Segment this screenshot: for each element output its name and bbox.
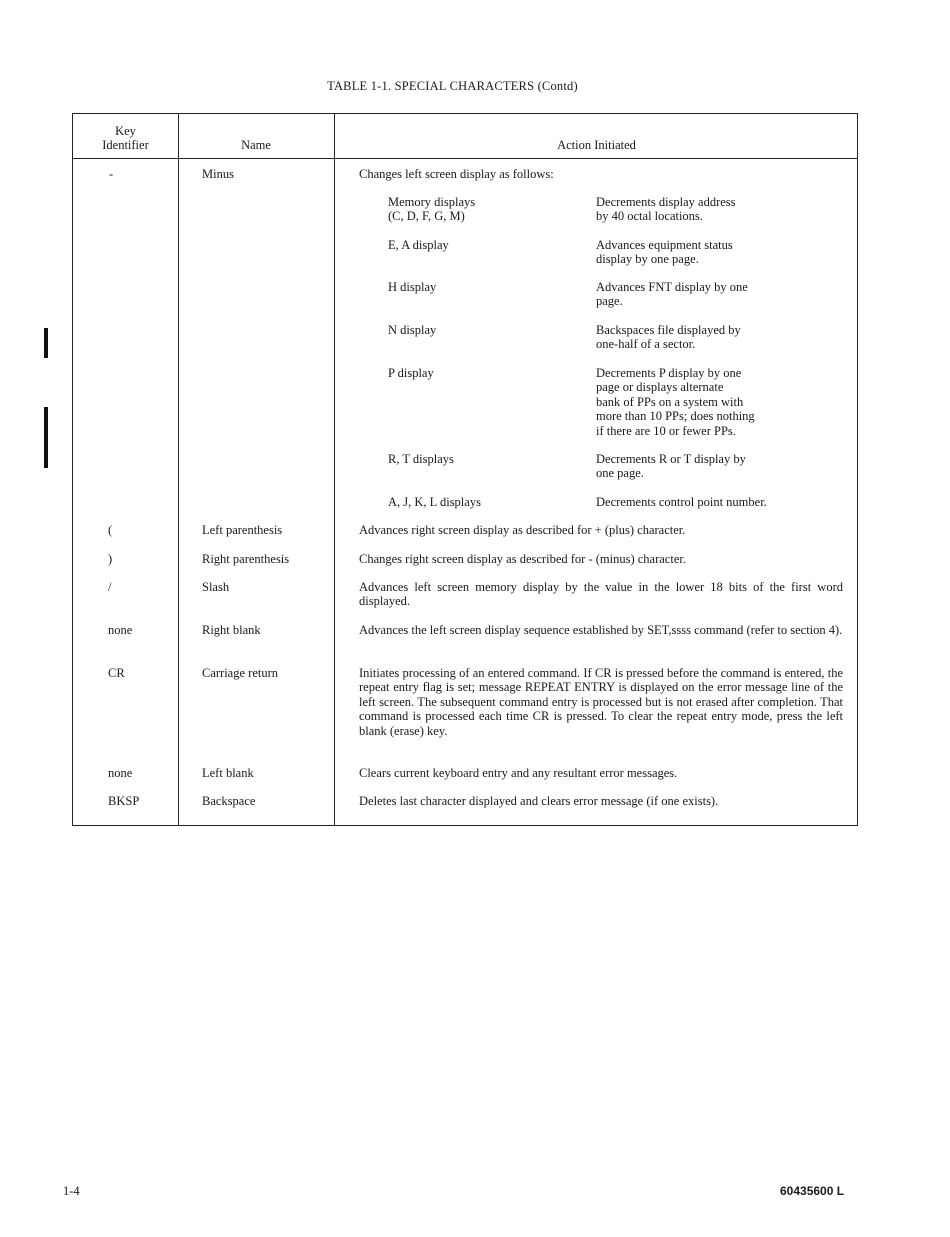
- header-name: Name: [241, 138, 271, 152]
- sub-action: Decrements control point number.: [596, 495, 767, 509]
- sub-action: Decrements P display by one page or displays alternate bank of PPs on a system with more than 10 PPs; does nothing if there are 10 or fewer PPs.: [596, 366, 755, 438]
- name-backspace: Backspace: [202, 794, 256, 808]
- column-divider-2: [334, 114, 335, 825]
- key-minus: -: [109, 167, 114, 181]
- special-characters-table: [72, 113, 858, 826]
- sub-action: Advances equipment status display by one page.: [596, 238, 733, 267]
- action-slash: Advances left screen memory display by the value in the lower 18 bits of the first word displayed.: [359, 580, 843, 609]
- sub-display: Memory displays (C, D, F, G, M): [388, 195, 476, 224]
- key-backspace: BKSP: [108, 794, 140, 808]
- key-left-blank: none: [108, 766, 133, 780]
- header-divider: [73, 158, 857, 159]
- action-right-parenthesis: Changes right screen display as described for - (minus) character.: [359, 552, 686, 566]
- key-left-parenthesis: (: [108, 523, 113, 537]
- change-bar: [44, 328, 48, 358]
- page-number: 1-4: [63, 1184, 80, 1198]
- action-left-blank: Clears current keyboard entry and any resultant error messages.: [359, 766, 678, 780]
- name-left-parenthesis: Left parenthesis: [202, 523, 283, 537]
- action-backspace: Deletes last character displayed and clears error message (if one exists).: [359, 794, 719, 808]
- name-right-blank: Right blank: [202, 623, 261, 637]
- sub-action: Decrements R or T display by one page.: [596, 452, 746, 481]
- header-key-line2: Identifier: [102, 138, 149, 152]
- sub-display: R, T displays: [388, 452, 454, 466]
- action-minus-intro: Changes left screen display as follows:: [359, 167, 554, 181]
- sub-action: Decrements display address by 40 octal locations.: [596, 195, 736, 224]
- action-left-parenthesis: Advances right screen display as described for + (plus) character.: [359, 523, 686, 537]
- key-right-parenthesis: ): [108, 552, 113, 566]
- name-minus: Minus: [202, 167, 234, 181]
- action-carriage-return: Initiates processing of an entered command. If CR is pressed before the command is entered, the repeat entry flag is set; message REPEAT ENTRY is displayed on the error message line of the left screen. The subsequent command entry is processed but is not erased after completion. That command is processed each time CR is pressed. To clear the repeat entry mode, press the left blank (erase) key.: [359, 666, 843, 738]
- sub-action: Advances FNT display by one page.: [596, 280, 748, 309]
- table-title: TABLE 1-1. SPECIAL CHARACTERS (Contd): [327, 79, 578, 93]
- column-divider-1: [178, 114, 179, 825]
- name-carriage-return: Carriage return: [202, 666, 279, 680]
- key-slash: /: [108, 580, 112, 594]
- key-carriage-return: CR: [108, 666, 125, 680]
- name-slash: Slash: [202, 580, 230, 594]
- header-key-line1: Key: [115, 124, 136, 138]
- key-right-blank: none: [108, 623, 133, 637]
- header-key-identifier: [73, 124, 178, 152]
- action-right-blank: Advances the left screen display sequence established by SET,ssss command (refer to section 4).: [359, 623, 843, 637]
- sub-display: A, J, K, L displays: [388, 495, 481, 509]
- sub-display: E, A display: [388, 238, 449, 252]
- header-action: Action Initiated: [557, 138, 636, 152]
- document-number: 60435600 L: [780, 1184, 845, 1198]
- name-right-parenthesis: Right parenthesis: [202, 552, 290, 566]
- sub-action: Backspaces file displayed by one-half of a sector.: [596, 323, 741, 352]
- sub-display: P display: [388, 366, 434, 380]
- change-bar: [44, 407, 48, 468]
- sub-display: N display: [388, 323, 437, 337]
- name-left-blank: Left blank: [202, 766, 254, 780]
- sub-display: H display: [388, 280, 437, 294]
